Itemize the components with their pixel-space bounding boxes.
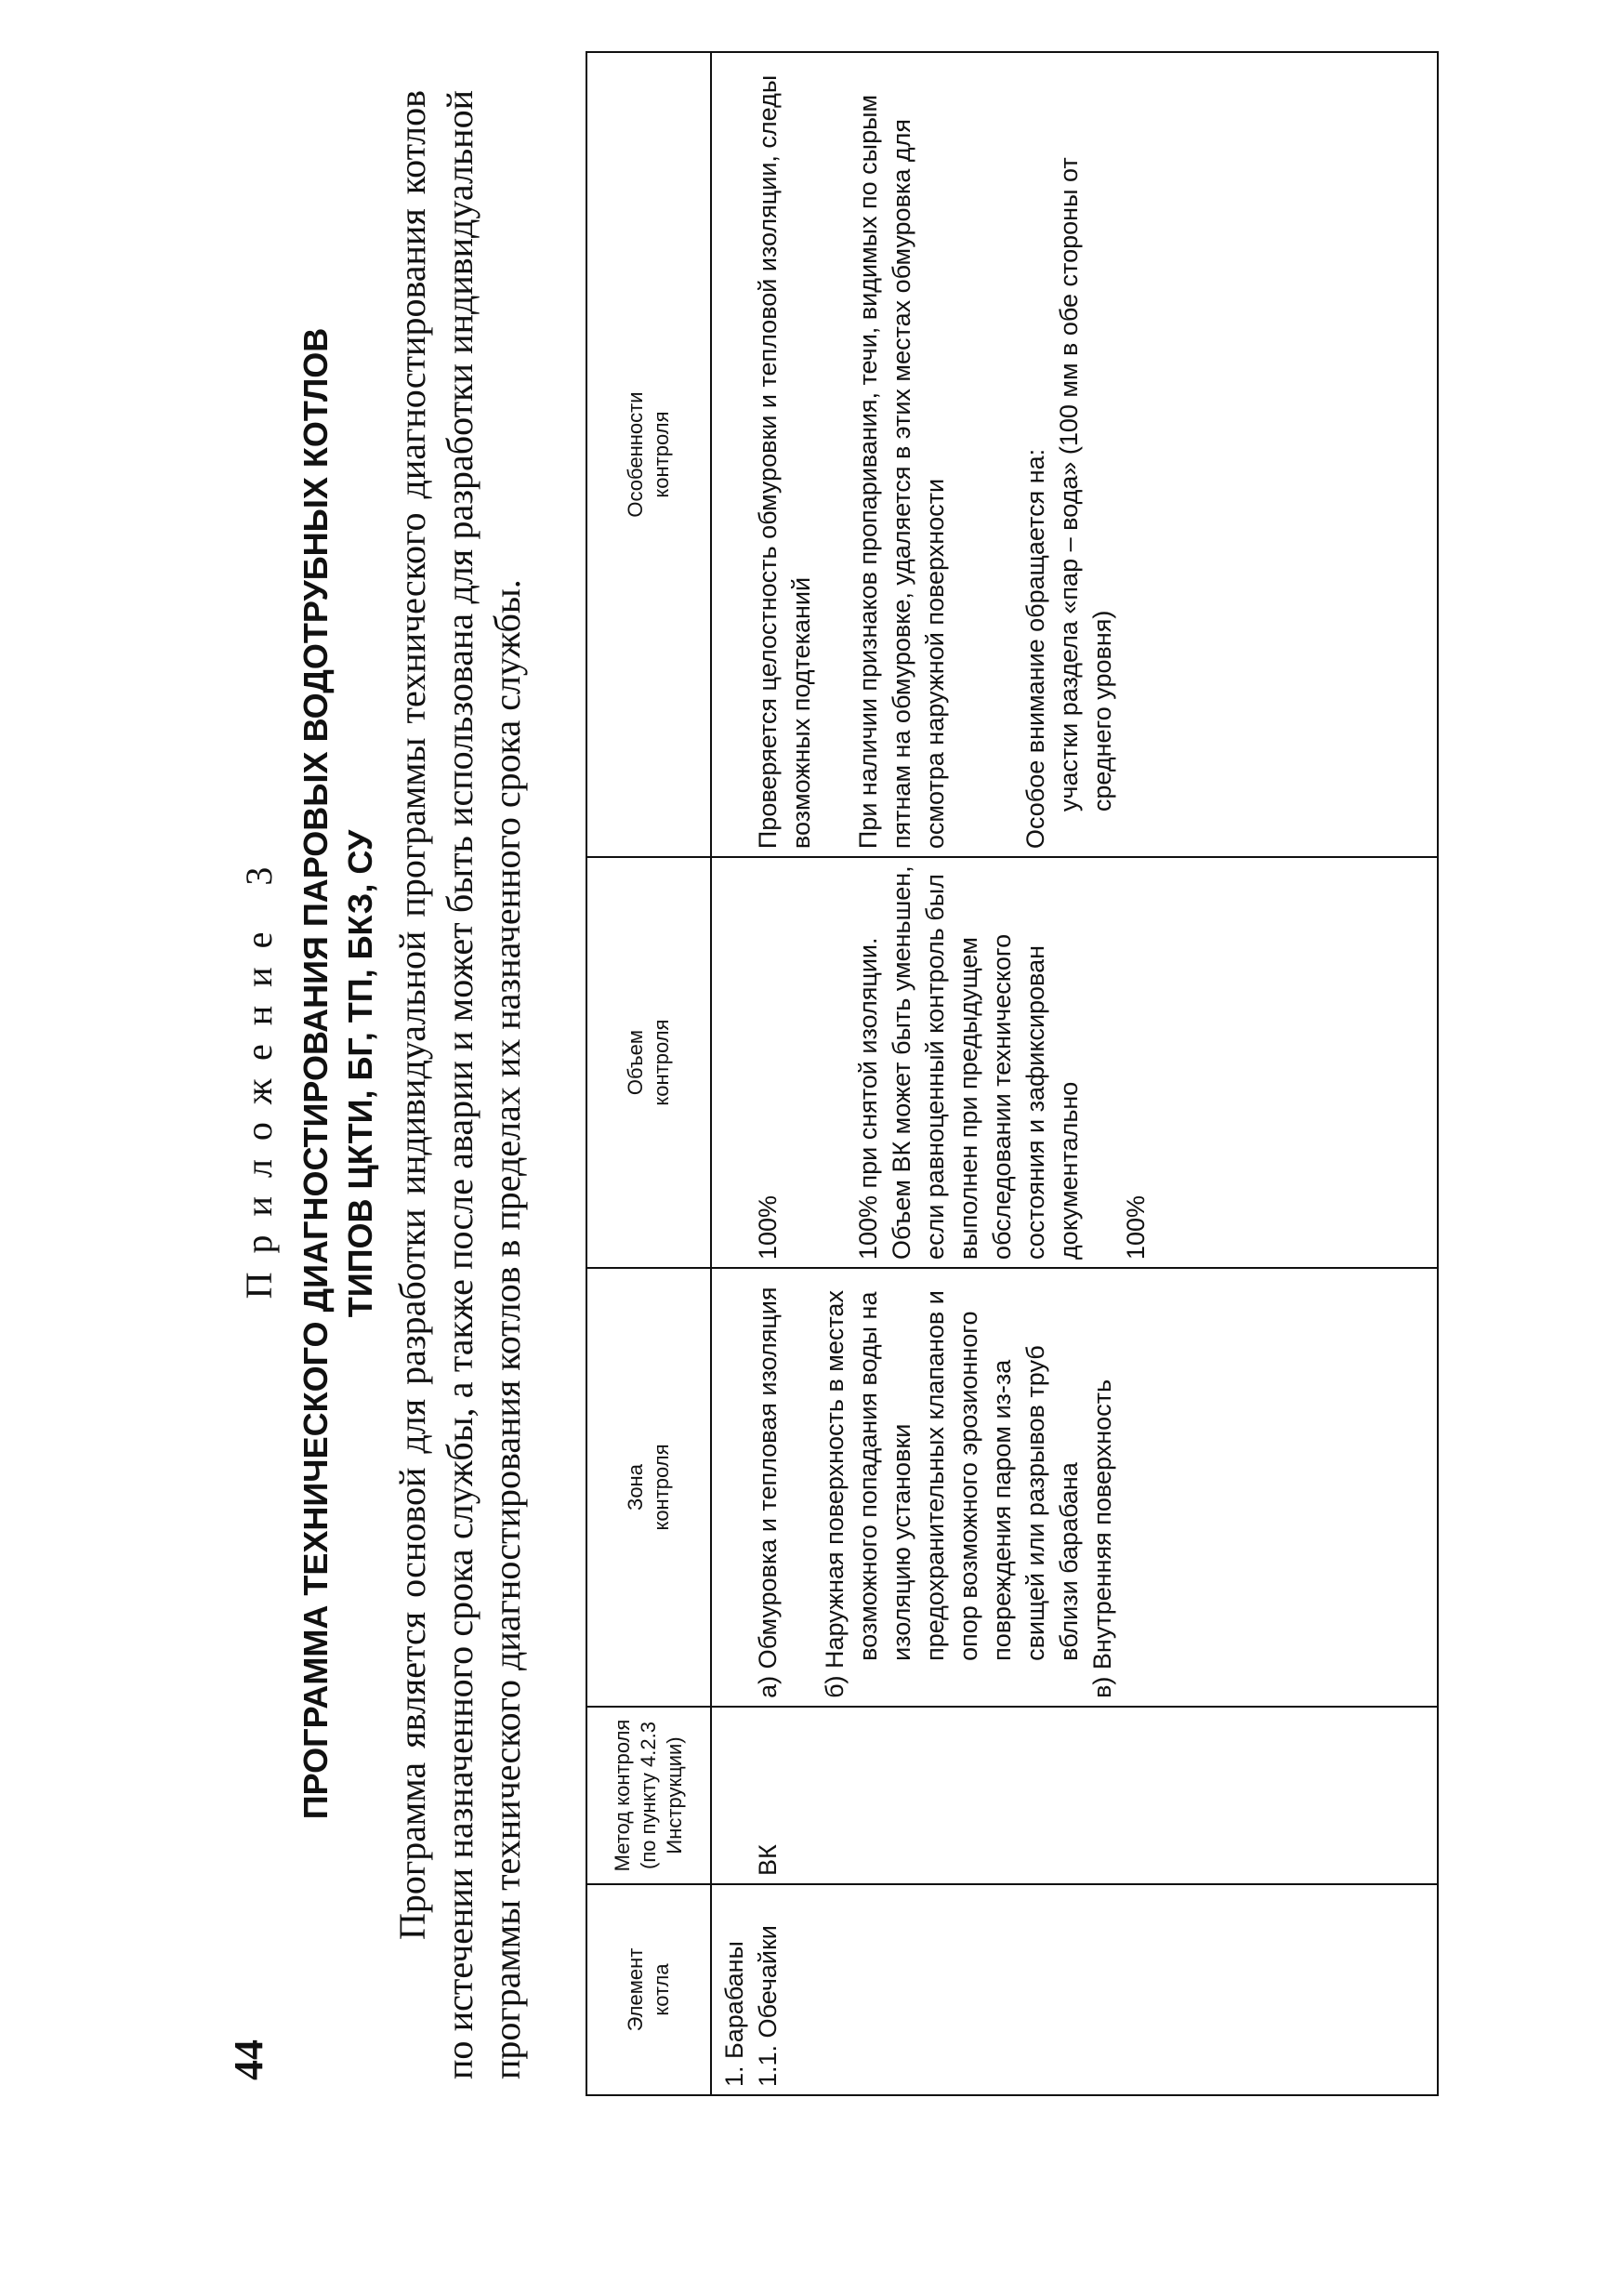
cell-volume (711, 857, 1438, 1268)
volume-a: 100% (754, 1195, 782, 1260)
features-b: При наличии признаков пропаривания, течи, видимых по сырым пятнам на обмуровке, удаляется в этих местах обмуровка для осмотра наружной поверхности (854, 94, 949, 850)
table-row (711, 52, 1438, 2095)
document-title (294, 51, 383, 2096)
cell-method (711, 1707, 1438, 1884)
intro-paragraph: Программа является основой для разработки индивидуальной программы технического диагностирования котлов по истечении назначенного срока службы, а также после аварии и может быть использована для разработки индивидуальной программы технического диагностирования котлов в пределах их назначенного срока службы. (391, 90, 528, 2079)
rotated-page-content (232, 51, 1441, 2096)
title-line-2: ТИПОВ ЦКТИ, БГ, ТП, БКЗ, СУ (341, 829, 379, 1318)
method-value: ВК (754, 1844, 782, 1877)
element-group: 1. Барабаны (720, 1941, 748, 2087)
cell-element (711, 1884, 1438, 2095)
header-features: Особенности контроля (586, 52, 711, 857)
volume-b: 100% при снятой изоляции. Объем ВК может быть уменьшен, если равноценный контроль был выполнен при предыдущем обследовании технического состояния и зафиксирован документально (854, 865, 1083, 1260)
page-number: 44 (226, 2039, 271, 2080)
header-method: Метод контроля (по пункту 4.2.3 Инструкции) (586, 1707, 711, 1884)
zone-a: а) Обмуровка и тепловая изоляция (754, 1287, 782, 1698)
diagnostics-table (586, 51, 1439, 2096)
cell-zone (711, 1268, 1438, 1707)
appendix-label: Приложение 3 (238, 848, 280, 1300)
volume-c: 100% (1122, 1195, 1150, 1260)
zone-c: в) Внутренняя поверхность (1088, 1379, 1116, 1698)
title-line-1: ПРОГРАММА ТЕХНИЧЕСКОГО ДИАГНОСТИРОВАНИЯ ПАРОВЫХ ВОДОТРУБНЫХ КОТЛОВ (296, 327, 335, 1820)
features-c-rest: участки раздела «пар – вода» (100 мм в обе стороны от среднего уровня) (1055, 157, 1116, 812)
table-header-row (586, 52, 711, 2095)
cell-features (711, 52, 1438, 857)
features-a: Проверяется целостность обмуровки и тепловой изоляции, следы возможных подтеканий (754, 74, 815, 850)
header-element: Элемент котла (586, 1884, 711, 2095)
zone-b-first: б) Наружная поверхность в местах (821, 1290, 849, 1698)
header-zone: Зона контроля (586, 1268, 711, 1707)
features-c-first: Особое внимание обращается на: (1021, 448, 1049, 850)
zone-b-rest: возможного попадания воды на изоляцию установки предохранительных клапанов и опор возможного эрозионного повреждения паром из-за свищей или разрывов труб вблизи барабана (854, 1290, 1083, 1661)
element-item: 1.1. Обечайки (754, 1925, 782, 2087)
header-volume: Объем контроля (586, 857, 711, 1268)
